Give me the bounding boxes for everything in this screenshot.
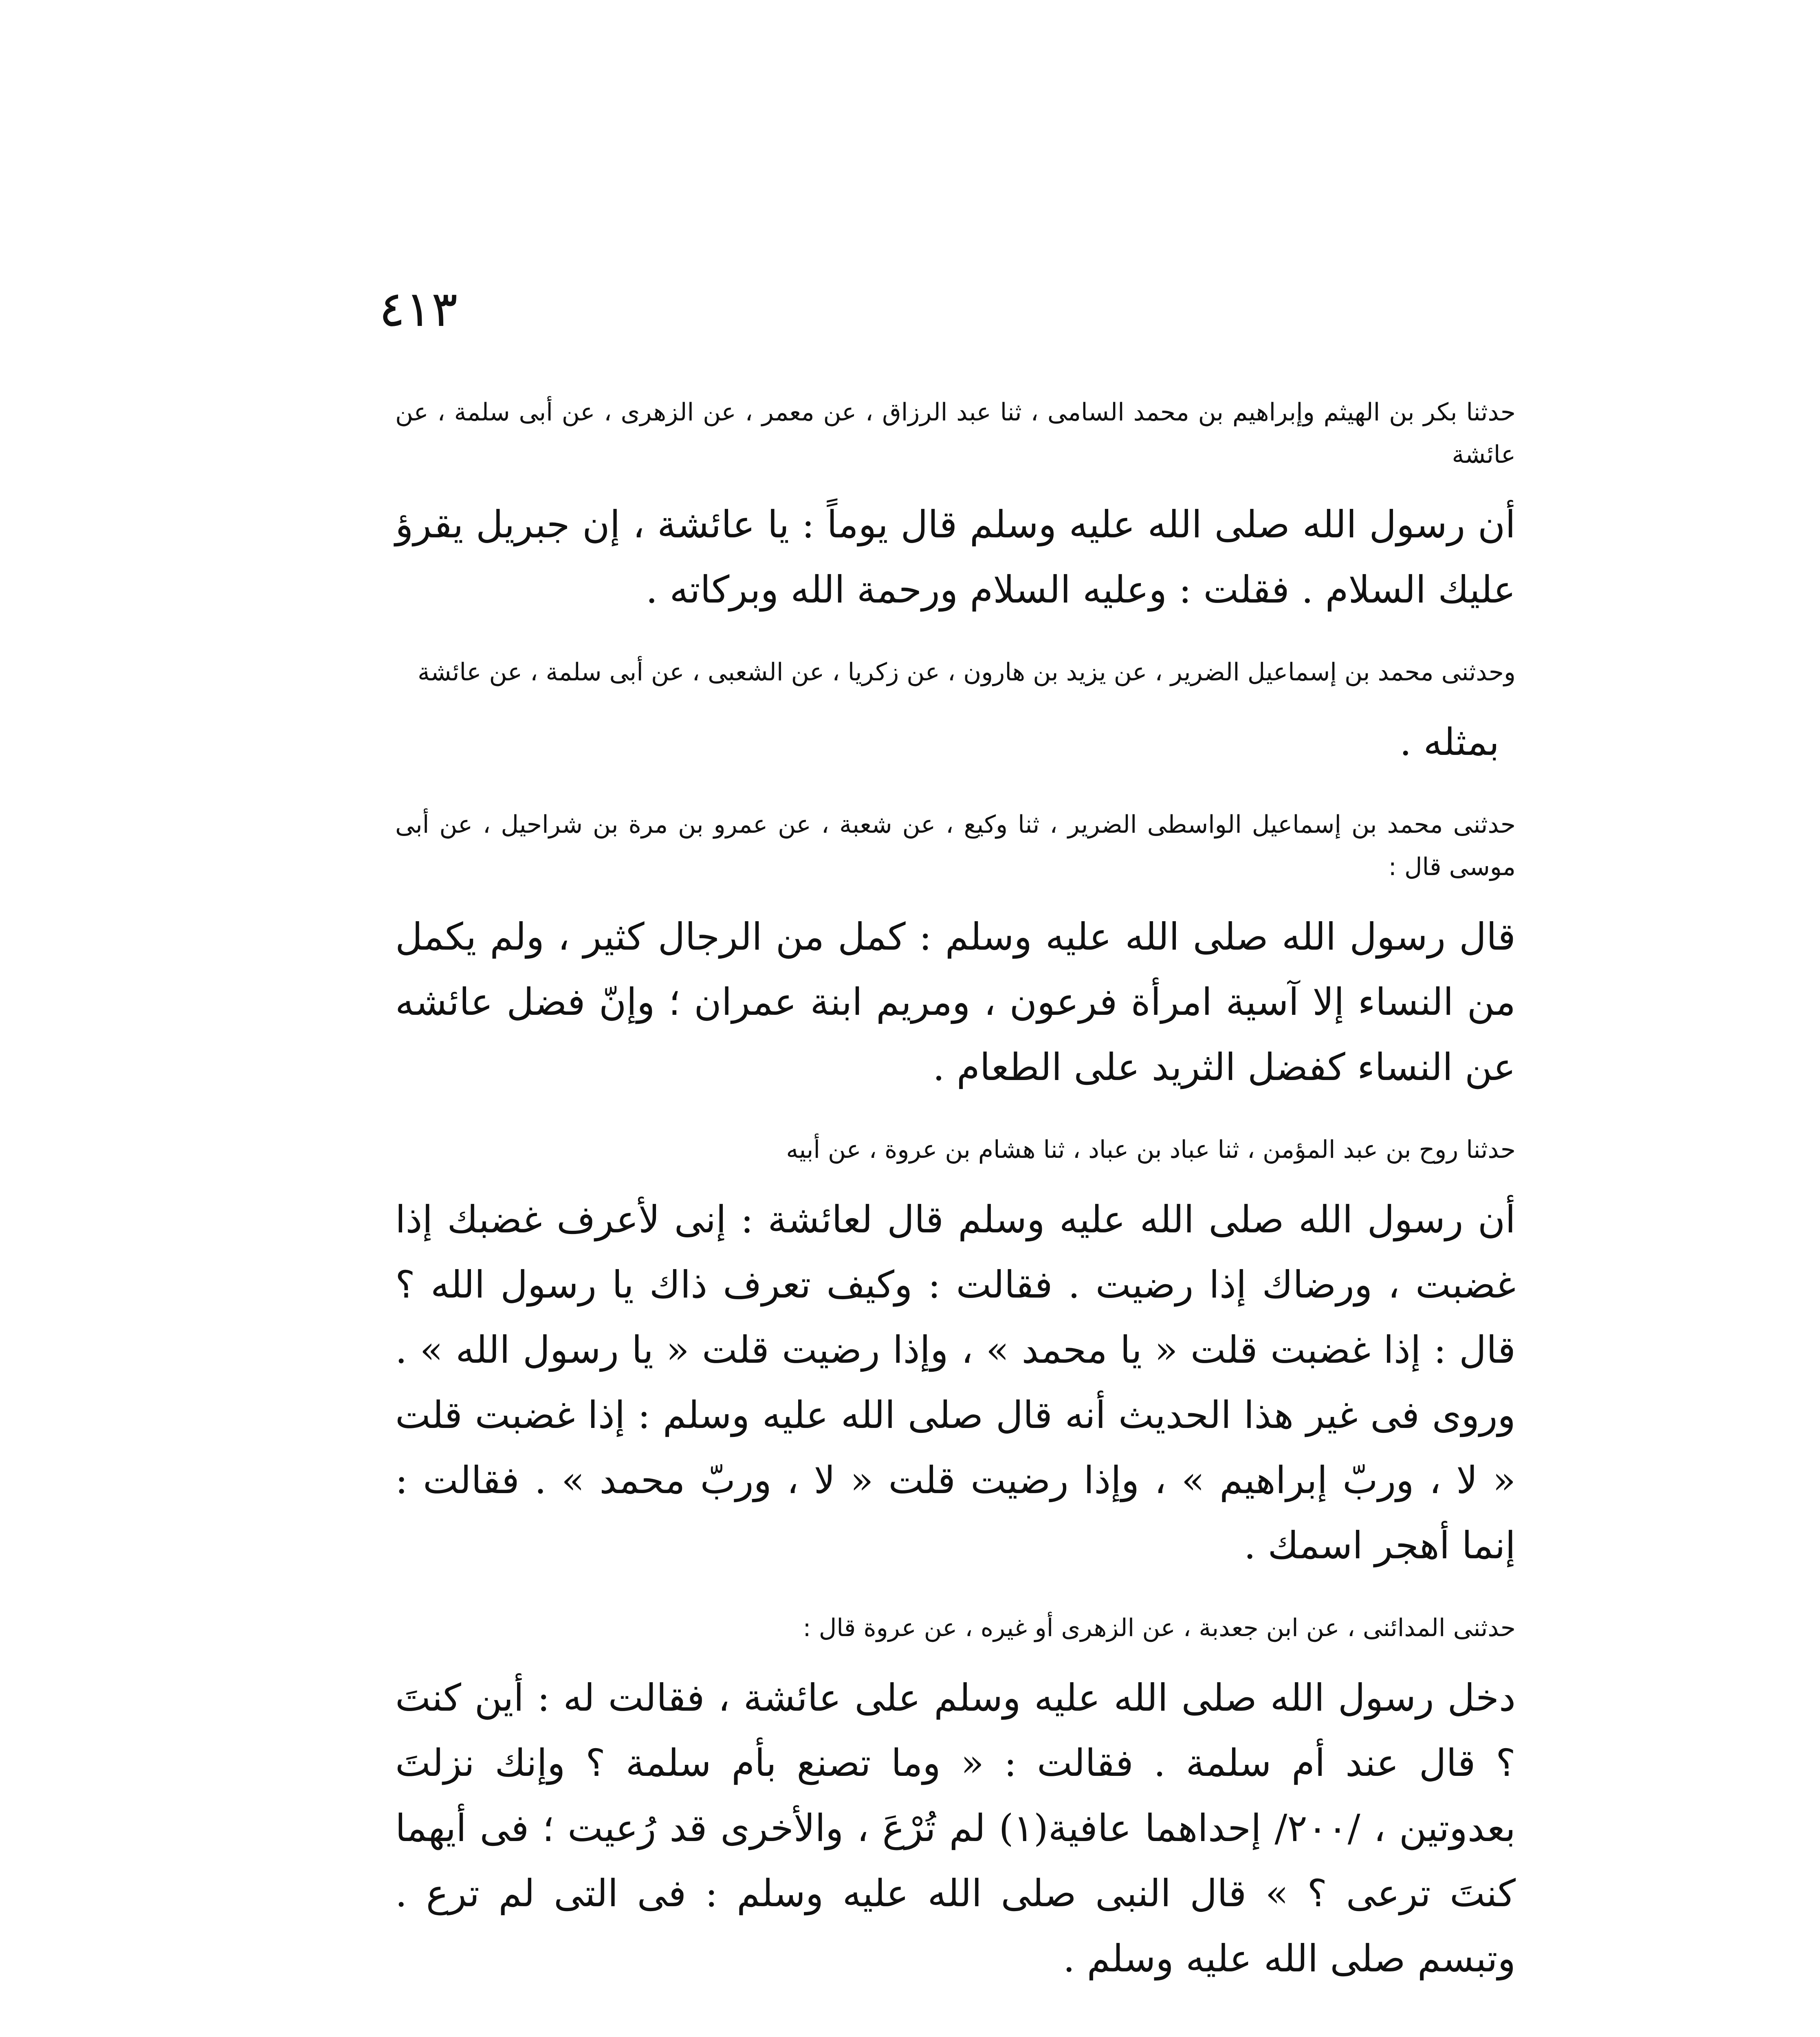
isnad-chain: حدثنى المدائنى ، عن ابن جعدبة ، عن الزهرى أو غيره ، عن عروة قال :: [803, 1614, 1516, 1642]
hadith-text: قال رسول الله صلى الله عليه وسلم : كمل من الرجال كثير ، ولم يكمل من النساء إلا آسية امرأة فرعون ، ومريم ابنة عمران ؛ وإنّ فضل عائشه عن النساء كفضل الثريد على الطعام .: [395, 915, 1516, 1089]
hadith-text: بمثله .: [1400, 720, 1499, 764]
isnad-chain: حدثنا بكر بن الهيثم وإبراهيم بن محمد السامى ، ثنا عبد الرزاق ، عن معمر ، عن الزهرى ، عن أبى سلمة ، عن عائشة: [395, 398, 1516, 469]
isnad-chain: حدثنى محمد بن إسماعيل الواسطى الضرير ، ثنا وكيع ، عن شعبة ، عن عمرو بن مرة بن شراحيل ، عن أبى موسى قال :: [395, 810, 1516, 881]
page-number: ٤١٣: [379, 281, 458, 338]
hadith-block: [395, 1607, 1516, 1991]
hadith-block: [395, 651, 1516, 775]
hadith-block: [395, 1128, 1516, 1578]
hadith-text: دخل رسول الله صلى الله عليه وسلم على عائشة ، فقالت له : أين كنتَ ؟ قال عند أم سلمة . فقالت : « وما تصنع بأم سلمة ؟ وإنك نزلتَ بعدوتين ، /٢٠٠/ إحداهما عافية(١) لم تُرْعَ ، والأخرى قد رُعيت ؛ فى أيهما كنتَ ترعى ؟ » قال النبى صلى الله عليه وسلم : فى التى لم ترع . وتبسم صلى الله عليه وسلم .: [395, 1676, 1516, 1980]
hadith-text: أن رسول الله صلى الله عليه وسلم قال يوماً : يا عائشة ، إن جبريل يقرؤ عليك السلام . فقلت : وعليه السلام ورحمة الله وبركاته .: [395, 503, 1516, 612]
hadith-block: [395, 391, 1516, 623]
isnad-chain: وحدثنى محمد بن إسماعيل الضرير ، عن يزيد بن هارون ، عن زكريا ، عن الشعبى ، عن أبى سلمة ، عن عائشة: [417, 658, 1516, 686]
hadith-text: أن رسول الله صلى الله عليه وسلم قال لعائشة : إنى لأعرف غضبك إذا غضبت ، ورضاك إذا رضيت . فقالت : وكيف تعرف ذاك يا رسول الله ؟ قال : إذا غضبت قلت « يا محمد » ، وإذا رضيت قلت « يا رسول الله » . وروى فى غير هذا الحديث أنه قال صلى الله عليه وسلم : إذا غضبت قلت « لا ، وربّ إبراهيم » ، وإذا رضيت قلت « لا ، وربّ محمد » . فقالت : إنما أهجر اسمك .: [395, 1198, 1516, 1567]
hadith-block: [395, 803, 1516, 1100]
isnad-chain: حدثنا روح بن عبد المؤمن ، ثنا عباد بن عباد ، ثنا هشام بن عروة ، عن أبيه: [786, 1135, 1516, 1164]
page-content: [395, 391, 1516, 2020]
